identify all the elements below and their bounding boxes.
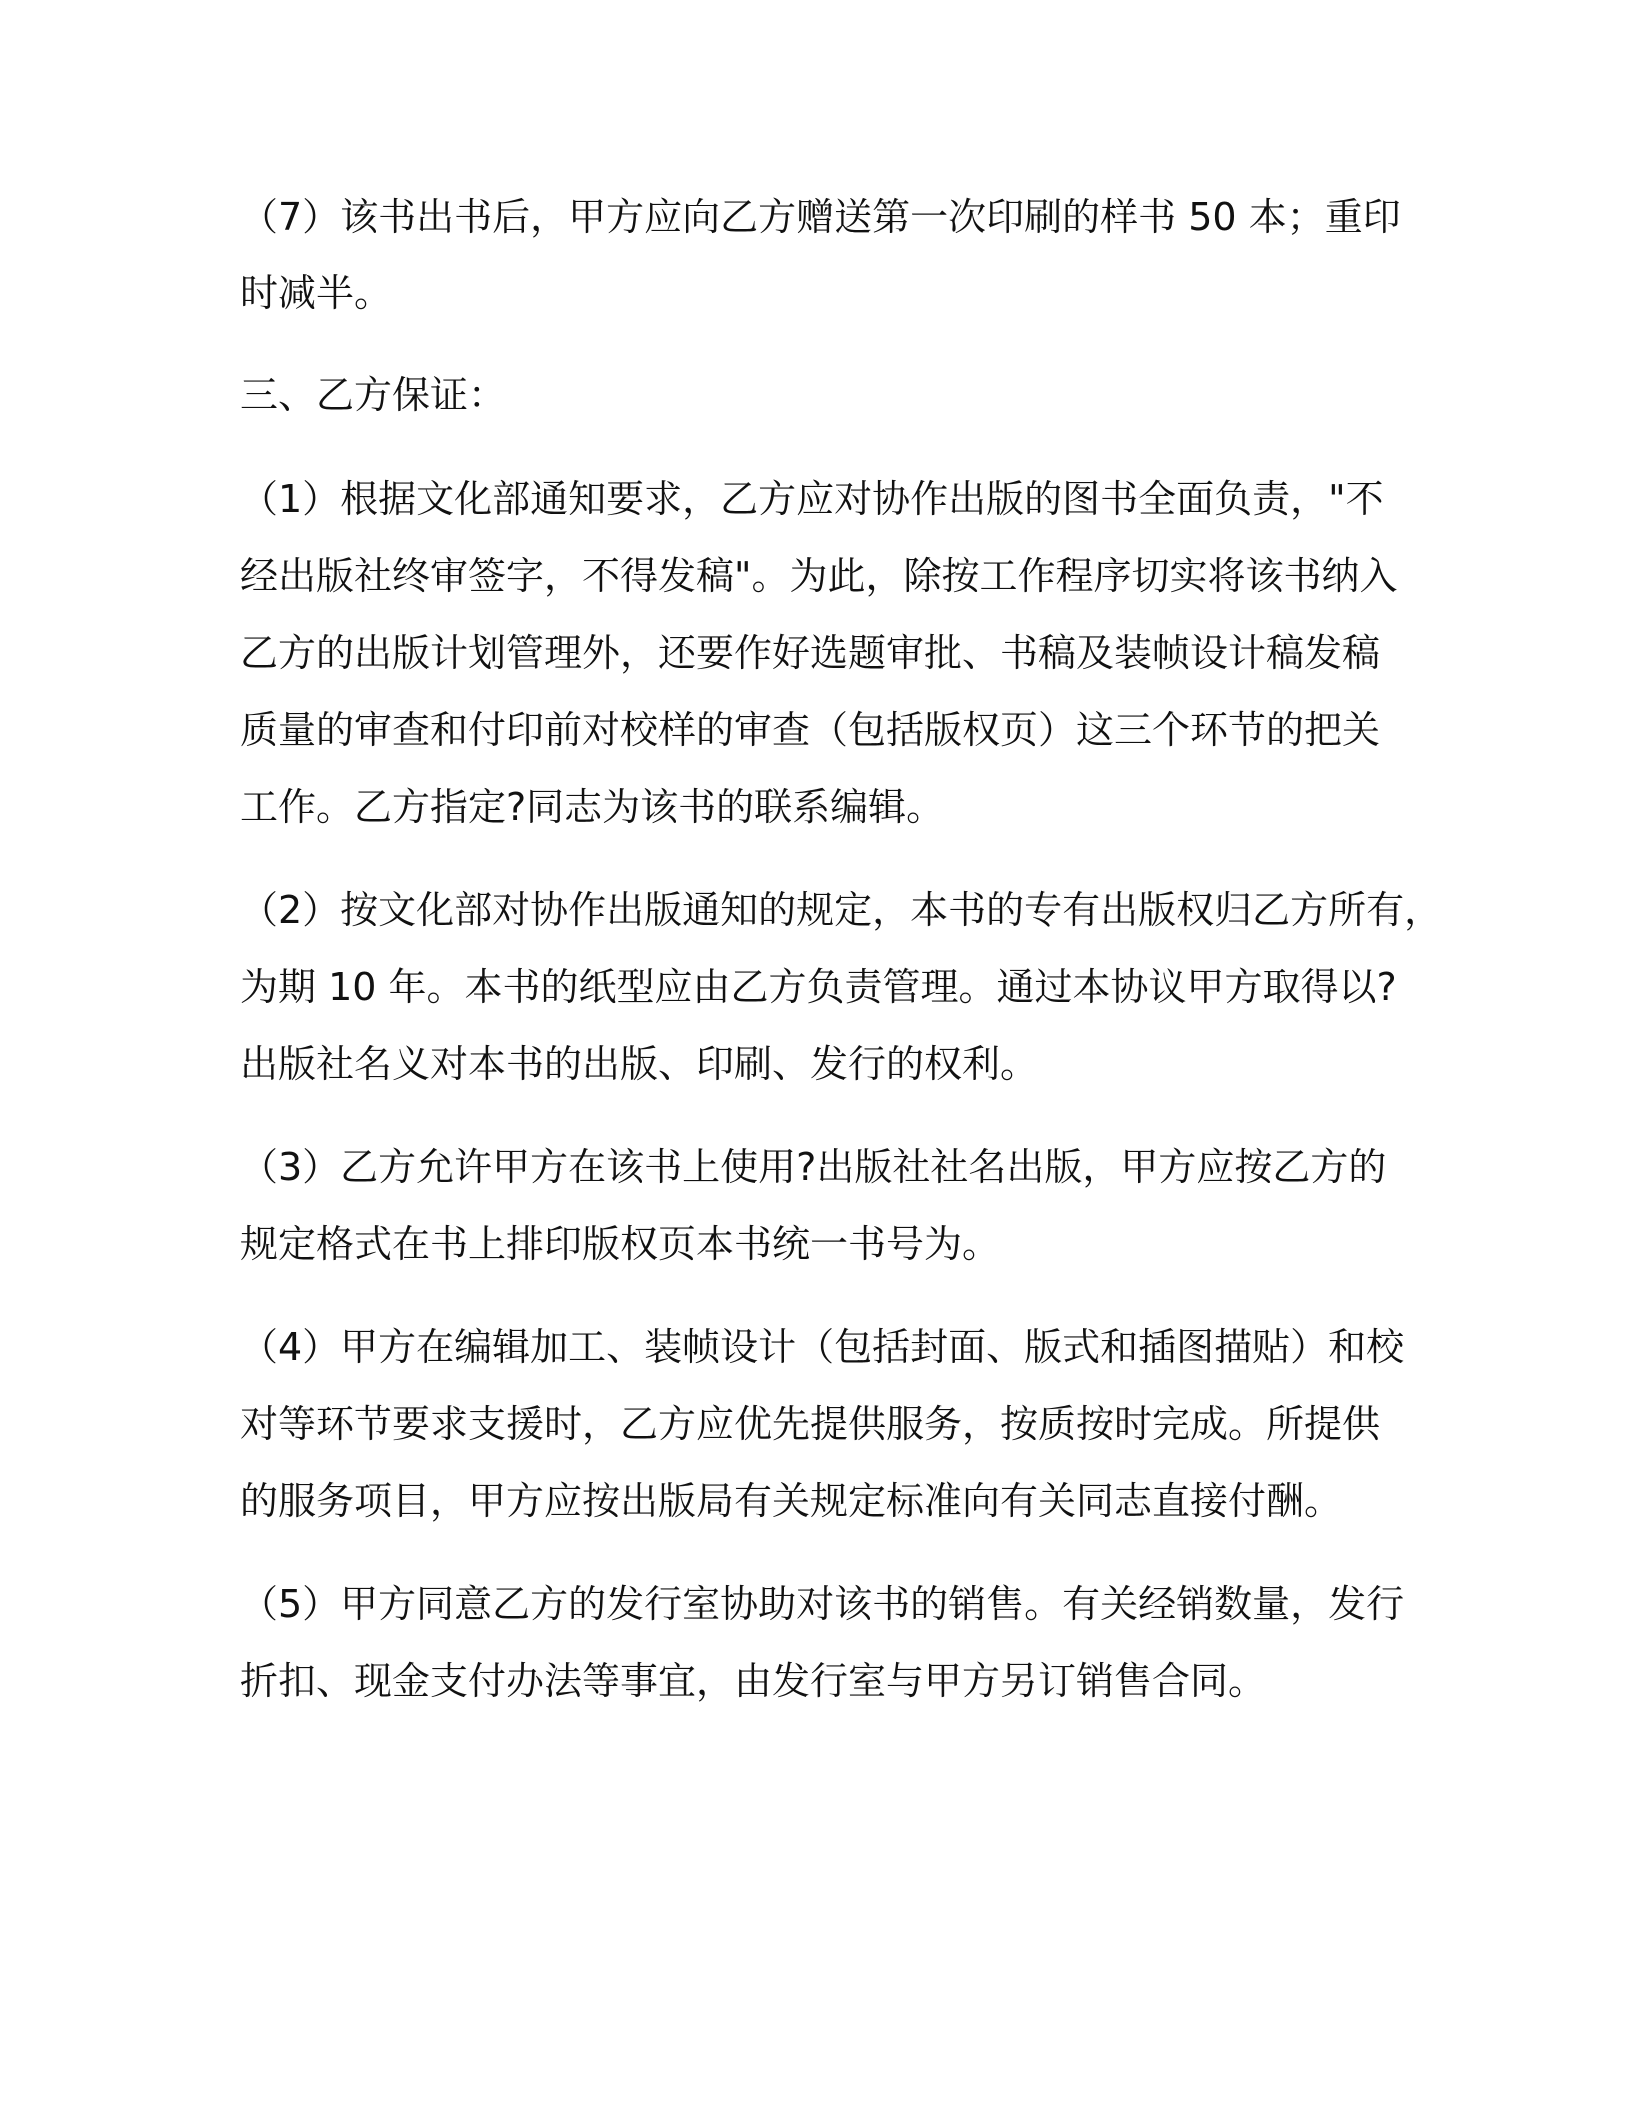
paragraph-1-line-1: （1）根据文化部通知要求，乙方应对协作出版的图书全面负责，"不: [240, 477, 1384, 521]
paragraph-7-line-1: （7）该书出书后，甲方应向乙方赠送第一次印刷的样书 50 本；重印: [240, 195, 1401, 239]
paragraph-2-line-1: （2）按文化部对协作出版通知的规定，本书的专有出版权归乙方所有，: [240, 888, 1443, 932]
paragraph-4-line-3: 的服务项目，甲方应按出版局有关规定标准向有关同志直接付酬。: [240, 1479, 1343, 1523]
paragraph-1-line-4: 质量的审查和付印前对校样的审查（包括版权页）这三个环节的把关: [240, 708, 1381, 752]
paragraph-5-line-2: 折扣、现金支付办法等事宜，由发行室与甲方另订销售合同。: [240, 1659, 1267, 1703]
paragraph-4-line-2: 对等环节要求支援时，乙方应优先提供服务，按质按时完成。所提供: [240, 1402, 1381, 1446]
paragraph-1-line-2: 经出版社终审签字，不得发稿"。为此，除按工作程序切实将该书纳入: [240, 554, 1398, 598]
paragraph-4-line-1: （4）甲方在编辑加工、装帧设计（包括封面、版式和插图描贴）和校: [240, 1325, 1405, 1369]
paragraph-3-line-2: 规定格式在书上排印版权页本书统一书号为。: [240, 1222, 1001, 1266]
paragraph-1-line-5: 工作。乙方指定?同志为该书的联系编辑。: [240, 785, 945, 829]
paragraph-3-line-1: （3）乙方允许甲方在该书上使用?出版社社名出版，甲方应按乙方的: [240, 1145, 1387, 1189]
paragraph-5-line-1: （5）甲方同意乙方的发行室协助对该书的销售。有关经销数量，发行: [240, 1582, 1405, 1626]
paragraph-7-line-2: 时减半。: [240, 271, 393, 315]
section-heading: 三、乙方保证：: [240, 373, 507, 417]
paragraph-2-line-2: 为期 10 年。本书的纸型应由乙方负责管理。通过本协议甲方取得以?: [240, 965, 1397, 1009]
paragraph-1-line-3: 乙方的出版计划管理外，还要作好选题审批、书稿及装帧设计稿发稿: [240, 631, 1381, 675]
paragraph-2-line-3: 出版社名义对本书的出版、印刷、发行的权利。: [240, 1042, 1039, 1086]
